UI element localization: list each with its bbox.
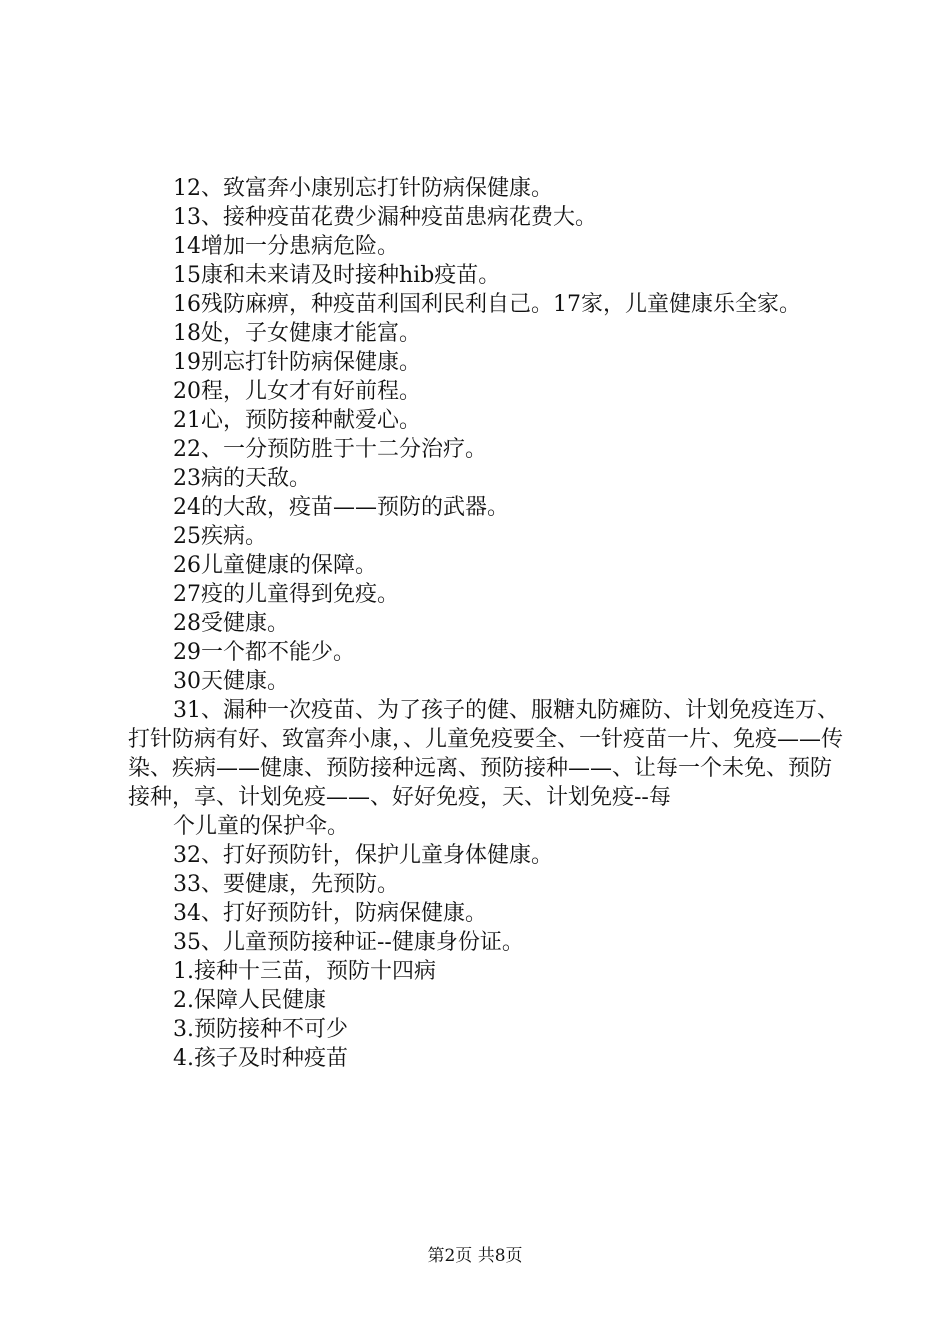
paragraph-17: 29一个都不能少。 [173, 640, 355, 665]
paragraph-7: 19别忘打针防病保健康。 [173, 350, 421, 375]
paragraph-9: 21心，预防接种献爱心。 [173, 408, 421, 433]
list-item-4: 4.孩子及时种疫苗 [173, 1046, 348, 1071]
list-item-2: 2.保障人民健康 [173, 988, 326, 1013]
paragraph-6: 18处，子女健康才能富。 [173, 321, 421, 346]
paragraph-22: 33、要健康，先预防。 [173, 872, 399, 897]
paragraph-19: 31、漏种一次疫苗、为了孩子的健、服糖丸防瘫防、计划免疫连万、打针防病有好、致富奔小康，、儿童免疫要全、一针疫苗一片、免疫——传染、疾病——健康、预防接种远离、预防接种——、让每一个未免、预防接种，享、计划免疫——、好好免疫，天、计划免疫--每 [128, 698, 844, 810]
paragraph-24: 35、儿童预防接种证--健康身份证。 [173, 930, 524, 955]
paragraph-14: 26儿童健康的保障。 [173, 553, 377, 578]
paragraph-20: 个儿童的保护伞。 [173, 814, 350, 839]
paragraph-16: 28受健康。 [173, 611, 289, 636]
paragraph-11: 23病的天敌。 [173, 466, 311, 491]
paragraph-18: 30天健康。 [173, 669, 289, 694]
paragraph-10: 22、一分预防胜于十二分治疗。 [173, 437, 487, 462]
paragraph-1: 12、致富奔小康别忘打针防病保健康。 [173, 176, 553, 201]
paragraph-21: 32、打好预防针，保护儿童身体健康。 [173, 843, 553, 868]
paragraph-13: 25疾病。 [173, 524, 267, 549]
list-item-1: 1.接种十三苗，预防十四病 [173, 959, 436, 984]
paragraph-23: 34、打好预防针，防病保健康。 [173, 901, 487, 926]
paragraph-3: 14增加一分患病危险。 [173, 234, 399, 259]
page-footer: 第2页 共8页 [427, 1246, 523, 1266]
paragraph-5: 16残防麻痹，种疫苗利国利民利自己。17家，儿童健康乐全家。 [173, 292, 801, 317]
paragraph-15: 27疫的儿童得到免疫。 [173, 582, 399, 607]
paragraph-4: 15康和未来请及时接种hib疫苗。 [173, 263, 501, 288]
paragraph-8: 20程，儿女才有好前程。 [173, 379, 421, 404]
list-item-3: 3.预防接种不可少 [173, 1017, 348, 1042]
paragraph-12: 24的大敌，疫苗——预防的武器。 [173, 495, 509, 520]
paragraph-2: 13、接种疫苗花费少漏种疫苗患病花费大。 [173, 205, 597, 230]
document-body [128, 174, 843, 1073]
